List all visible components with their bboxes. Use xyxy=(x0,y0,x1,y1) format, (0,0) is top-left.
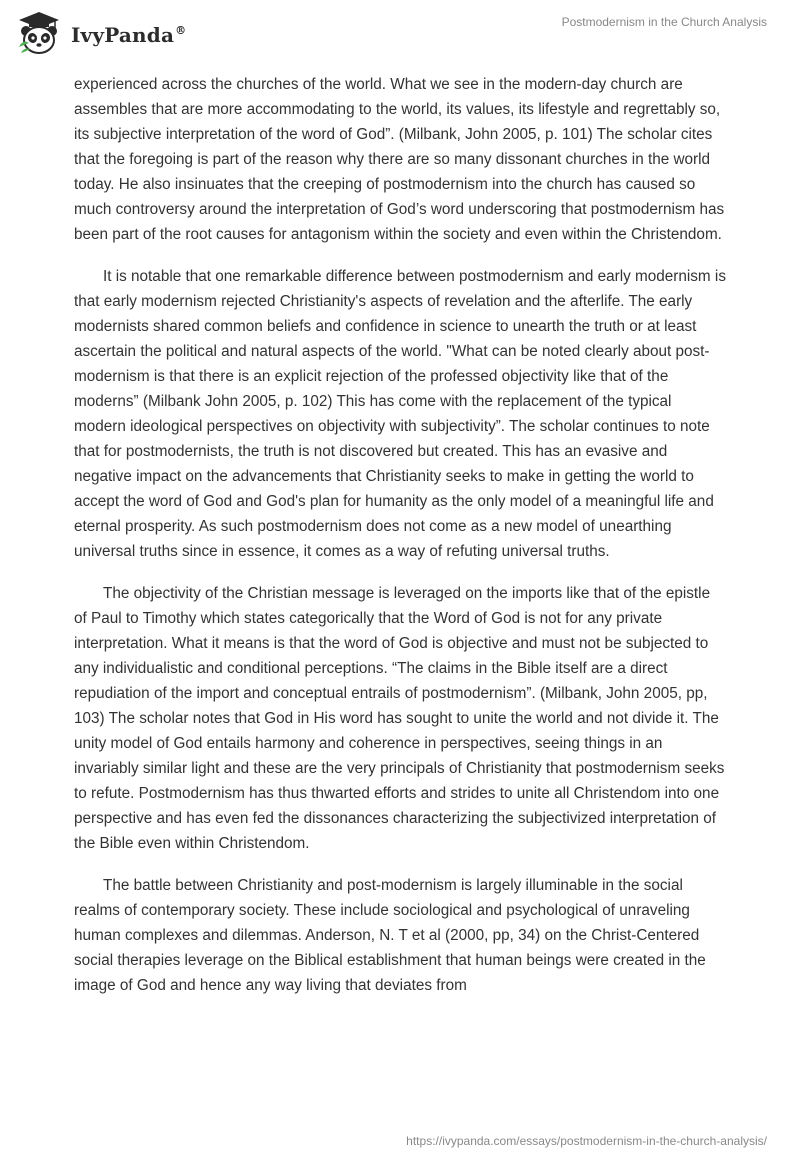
essay-body xyxy=(74,72,726,1015)
brand-name: IvyPanda® xyxy=(71,23,187,47)
paragraph: experienced across the churches of the world. What we see in the modern-day church are assembles that are more accommodating to the world, its values, its lifestyle and regrettably so, its subjective interpretation of the word of God”. (Milbank, John 2005, p. 101) The scholar cites that the foregoing is part of the reason why there are so many dissonant churches in the world today. He also insinuates that the creeping of postmodernism into the church has caused so much controversy around the interpretation of God’s word underscoring that postmodernism has been part of the root causes for antagonism within the society and even within the Christendom. xyxy=(74,76,725,243)
logo[interactable] xyxy=(15,9,186,57)
document-title: Postmodernism in the Church Analysis xyxy=(561,15,767,29)
page-header xyxy=(0,0,800,62)
registered-mark: ® xyxy=(175,24,187,37)
source-url-link[interactable]: https://ivypanda.com/essays/postmodernism-in-the-church-analysis/ xyxy=(406,1134,767,1148)
paragraph: The battle between Christianity and post-modernism is largely illuminable in the social realms of contemporary society. These include sociological and psychological of unraveling human complexes and dilemmas. Anderson, N. T et al (2000, pp, 34) on the Christ-Centered social therapies leverage on the Biblical establishment that human beings were created in the image of God and hence any way living that deviates from xyxy=(74,877,706,994)
paragraph: The objectivity of the Christian message is leveraged on the imports like that of the epistle of Paul to Timothy which states categorically that the Word of God is not for any private interpretation. What it means is that the word of God is objective and must not be subjected to any individualistic and conditional perceptions. “The claims in the Bible itself are a direct repudiation of the import and conceptual entrails of postmodernism”. (Milbank, John 2005, pp, 103) The scholar notes that God in His word has sought to unite the world and not divide it. The unity model of God entails harmony and coherence in perspectives, seeing things in an invariably similar light and these are the very principals of Christianity that postmodernism seeks to refute. Postmodernism has thus thwarted efforts and strides to unite all Christendom into one perspective and has even fed the dissonances characterizing the subjectivized interpretation of the Bible even within Christendom. xyxy=(74,585,725,852)
panda-graduate-icon xyxy=(15,9,63,57)
paragraph: It is notable that one remarkable difference between postmodernism and early modernism is that early modernism rejected Christianity's aspects of revelation and the afterlife. The early modernists shared common beliefs and confidence in science to unearth the truth or at least ascertain the political and natural aspects of the world. "What can be noted clearly about post-modernism is that there is an explicit rejection of the professed objectivity like that of the moderns” (Milbank John 2005, p. 102) This has come with the replacement of the typical modern ideological perspectives on objectivity with subjectivity”. The scholar continues to note that for postmodernists, the truth is not discovered but created. This has an evasive and negative impact on the advancements that Christianity seeks to make in getting the world to accept the word of God and God's plan for humanity as the only model of a meaningful life and eternal prosperity. As such postmodernism does not come as a new model of unearthing universal truths since in essence, it comes as a way of refuting universal truths. xyxy=(74,268,726,560)
